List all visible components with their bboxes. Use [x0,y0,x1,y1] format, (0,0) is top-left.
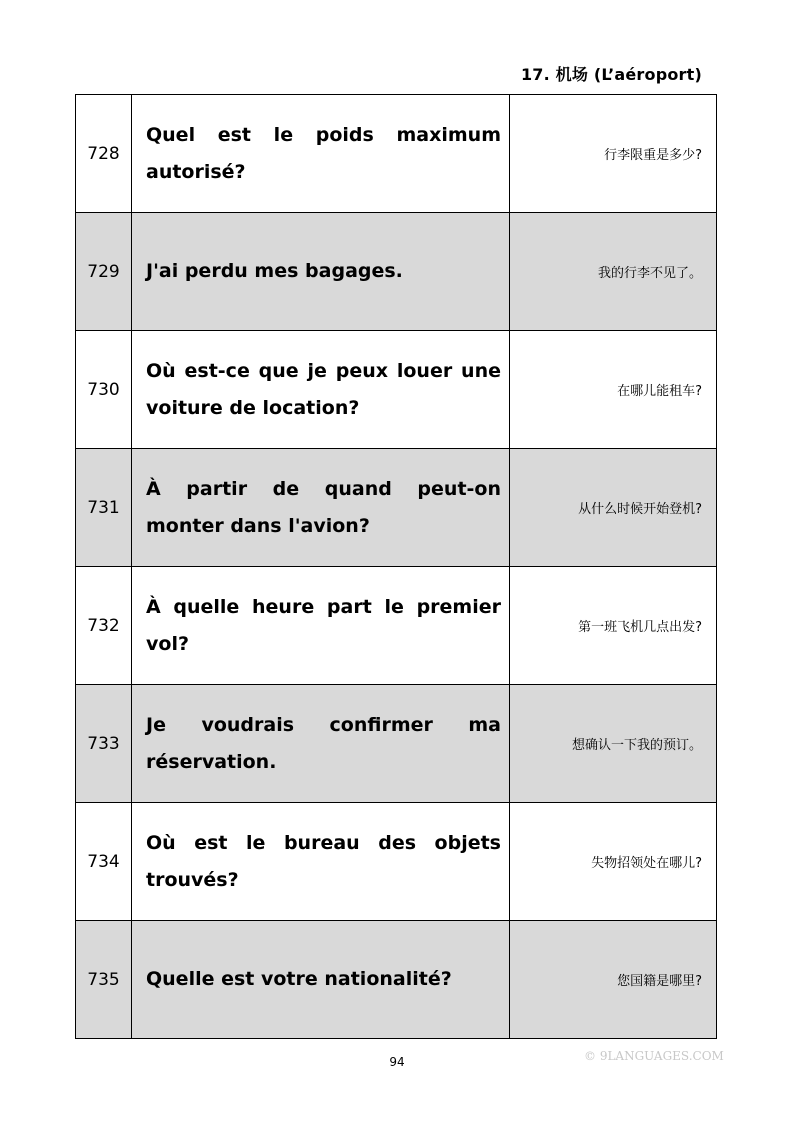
french-phrase: Où est le bureau des objets trouvés? [146,831,501,891]
french-phrase: Quel est le poids maximum autorisé? [146,123,501,183]
french-phrase: Où est-ce que je peux louer une voiture de location? [146,359,501,419]
table-row [76,331,717,449]
phrase-table [75,94,717,1039]
phrase-number: 734 [76,803,132,921]
phrase-number: 730 [76,331,132,449]
french-cell [132,449,510,567]
french-phrase: Je voudrais confirmer ma réservation. [146,713,501,773]
chinese-translation: 行李限重是多少? [510,95,717,213]
chinese-translation: 从什么时候开始登机? [510,449,717,567]
chinese-translation: 想确认一下我的预订。 [510,685,717,803]
phrase-number: 729 [76,213,132,331]
phrase-number: 735 [76,921,132,1039]
chinese-translation: 第一班飞机几点出发? [510,567,717,685]
table-row [76,685,717,803]
table-row [76,567,717,685]
french-phrase: À quelle heure part le premier vol? [146,595,501,655]
french-cell [132,921,510,1039]
french-cell [132,685,510,803]
table-row [76,921,717,1039]
french-cell [132,803,510,921]
phrase-number: 728 [76,95,132,213]
chinese-translation: 在哪儿能租车? [510,331,717,449]
page-number: 94 [389,1055,405,1069]
french-cell [132,95,510,213]
french-cell [132,567,510,685]
phrase-number: 733 [76,685,132,803]
french-phrase: J'ai perdu mes bagages. [146,260,403,282]
french-cell [132,213,510,331]
chinese-translation: 我的行李不见了。 [510,213,717,331]
table-row [76,95,717,213]
section-heading: 17. 机场 (L’aéroport) [520,65,702,84]
phrase-number: 731 [76,449,132,567]
table-row [76,803,717,921]
chinese-translation: 您国籍是哪里? [510,921,717,1039]
french-cell [132,331,510,449]
table-row [76,449,717,567]
french-phrase: À partir de quand peut-on monter dans l'avion? [146,477,501,537]
watermark: © 9LANGUAGES.COM [584,1049,724,1063]
phrase-number: 732 [76,567,132,685]
chinese-translation: 失物招领处在哪儿? [510,803,717,921]
table-row [76,213,717,331]
french-phrase: Quelle est votre nationalité? [146,968,452,990]
